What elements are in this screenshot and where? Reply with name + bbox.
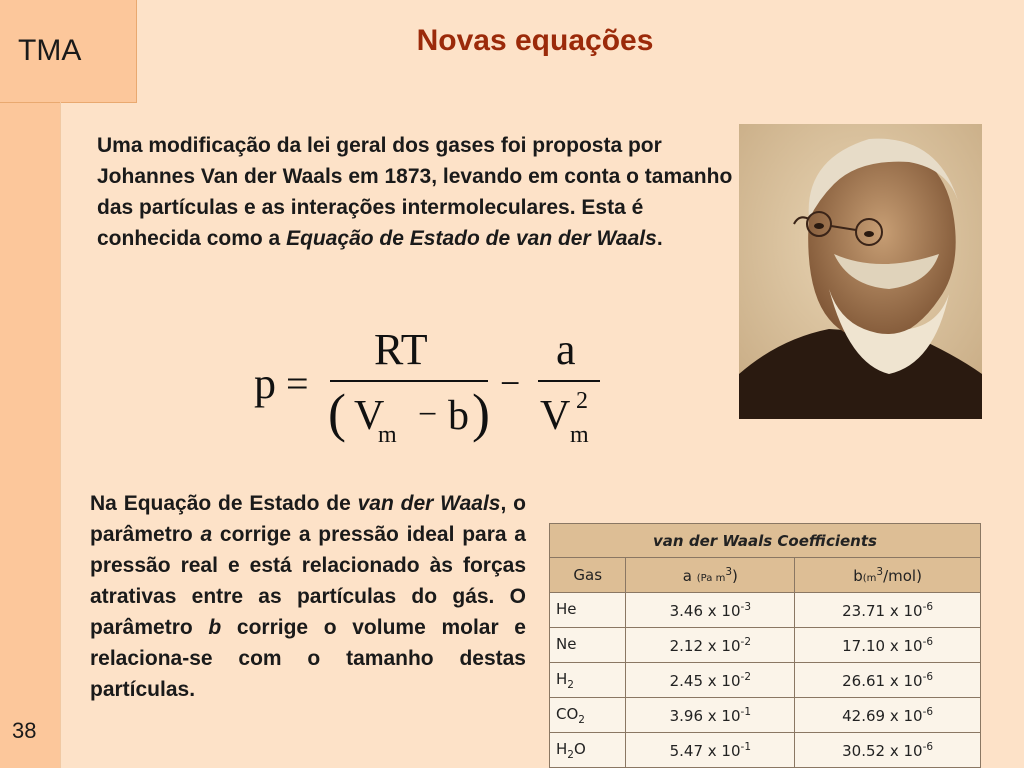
- left-decorative-band: [0, 0, 60, 768]
- equation-name: Equação de Estado de van der Waals: [286, 227, 657, 250]
- cell-b: [795, 733, 981, 768]
- b-value: 23.71 x 10: [842, 601, 923, 620]
- cell-gas: [550, 733, 626, 768]
- header-b-unit: (m: [862, 572, 877, 584]
- intro-text-1: Uma modificação da lei geral dos gases foi proposta por: [97, 134, 662, 157]
- gas-formula: Ne: [556, 634, 577, 653]
- van-der-waals-equation: [250, 322, 610, 452]
- expl-text-1: Na: [90, 492, 124, 515]
- b-exponent: -6: [922, 705, 934, 718]
- numerator-rt: RT: [374, 325, 428, 374]
- fraction-bar-1: [330, 380, 488, 382]
- expl-equation-name: Equação de Estado de: [123, 492, 358, 515]
- cell-b: [795, 628, 981, 663]
- expl-text-2: , o parâmetro: [90, 492, 526, 546]
- table-caption-row: [550, 524, 981, 558]
- slide-number: 38: [12, 718, 37, 743]
- b-exponent: -6: [922, 635, 934, 648]
- molar-volume-subscript: m: [378, 422, 397, 448]
- a-exponent: -2: [740, 635, 752, 648]
- header-b-close: /mol): [883, 566, 922, 585]
- coefficients-table: [549, 523, 981, 768]
- header-b: [795, 558, 981, 593]
- a-value: 2.12 x 10: [669, 636, 741, 655]
- header-b-exponent: 3: [876, 565, 884, 578]
- squared-exponent: 2: [576, 388, 588, 414]
- expl-text-4: corrige o volume molar e relaciona-se com o tamanho destas partículas.: [90, 616, 526, 701]
- gas-formula-subscript: 2: [567, 748, 574, 761]
- numerator-a: a: [556, 325, 576, 374]
- expl-param-b: b: [208, 616, 222, 639]
- right-paren: ): [472, 383, 490, 443]
- gas-formula-subscript: 2: [567, 678, 574, 691]
- gas-formula: H: [556, 739, 568, 758]
- b-value: 17.10 x 10: [842, 636, 923, 655]
- expl-vdw: van der Waals: [357, 492, 501, 515]
- equation-lhs: p: [254, 359, 276, 408]
- header-a-exponent: 3: [725, 565, 732, 578]
- table-header-row: [550, 558, 981, 593]
- a-value: 2.45 x 10: [669, 671, 741, 690]
- cell-gas: [550, 663, 626, 698]
- equation-equals: =: [286, 361, 309, 406]
- a-value: 5.47 x 10: [669, 741, 741, 760]
- b-exponent: -6: [922, 670, 934, 683]
- b-value: 26.61 x 10: [842, 671, 923, 690]
- header-a: [626, 558, 795, 593]
- table-row: [550, 698, 981, 733]
- header-gas: Gas: [550, 558, 626, 593]
- header-a-close: ): [732, 566, 738, 585]
- section-label: TMA: [18, 34, 82, 67]
- header-a-unit: (Pa m: [696, 572, 726, 584]
- table-row: [550, 593, 981, 628]
- cell-a: [626, 698, 795, 733]
- cell-b: [795, 593, 981, 628]
- b-value: 42.69 x 10: [842, 706, 923, 725]
- section-tab: [0, 0, 137, 103]
- molar-volume-v: V: [354, 393, 385, 439]
- a-exponent: -1: [740, 705, 752, 718]
- b-exponent: -6: [922, 600, 934, 613]
- gas-formula: H: [556, 669, 568, 688]
- van-der-waals-portrait: [739, 124, 982, 419]
- gas-formula: He: [556, 599, 577, 618]
- intro-text-2: em 1873, levando em conta o tamanho das partículas e as interações intermoleculares. Esta é conhecida como a: [97, 165, 733, 250]
- b-exponent: -6: [922, 740, 934, 753]
- table-row: [550, 663, 981, 698]
- expl-param-a: a: [200, 523, 213, 546]
- left-paren: (: [328, 383, 346, 443]
- inner-minus: −: [418, 396, 438, 433]
- header-b-symbol: b: [853, 566, 863, 585]
- cell-b: [795, 663, 981, 698]
- molar-volume-subscript-2: m: [570, 422, 589, 448]
- cell-a: [626, 663, 795, 698]
- gas-formula-subscript: 2: [578, 713, 585, 726]
- table-caption: van der Waals Coefficients: [550, 524, 981, 558]
- content-divider: [60, 102, 61, 768]
- fraction-bar-2: [538, 380, 600, 382]
- a-value: 3.96 x 10: [669, 706, 741, 725]
- slide-title: Novas equações: [416, 24, 654, 57]
- molar-volume-v-2: V: [540, 393, 571, 439]
- cell-a: [626, 733, 795, 768]
- intro-end: .: [656, 227, 663, 250]
- author-name: Johannes Van der Waals: [97, 165, 343, 188]
- outer-minus: −: [500, 363, 521, 403]
- gas-formula: CO: [556, 704, 579, 723]
- table-row: [550, 733, 981, 768]
- cell-gas: [550, 628, 626, 663]
- cell-gas: [550, 593, 626, 628]
- b-value: 30.52 x 10: [842, 741, 923, 760]
- a-exponent: -2: [740, 670, 752, 683]
- expl-text-3: corrige a pressão ideal para a pressão real e está relacionado às forças atrativas entre as partículas do gás. O parâmetro: [90, 523, 526, 639]
- explanation-paragraph: [90, 488, 526, 705]
- cell-a: [626, 628, 795, 663]
- cell-gas: [550, 698, 626, 733]
- cell-b: [795, 698, 981, 733]
- cell-a: [626, 593, 795, 628]
- intro-paragraph: [97, 130, 737, 254]
- parameter-b: b: [448, 393, 469, 439]
- table-row: [550, 628, 981, 663]
- gas-formula-tail: O: [573, 739, 586, 758]
- a-exponent: -1: [740, 740, 752, 753]
- a-exponent: -3: [740, 600, 752, 613]
- a-value: 3.46 x 10: [669, 601, 741, 620]
- header-a-symbol: a: [682, 566, 692, 585]
